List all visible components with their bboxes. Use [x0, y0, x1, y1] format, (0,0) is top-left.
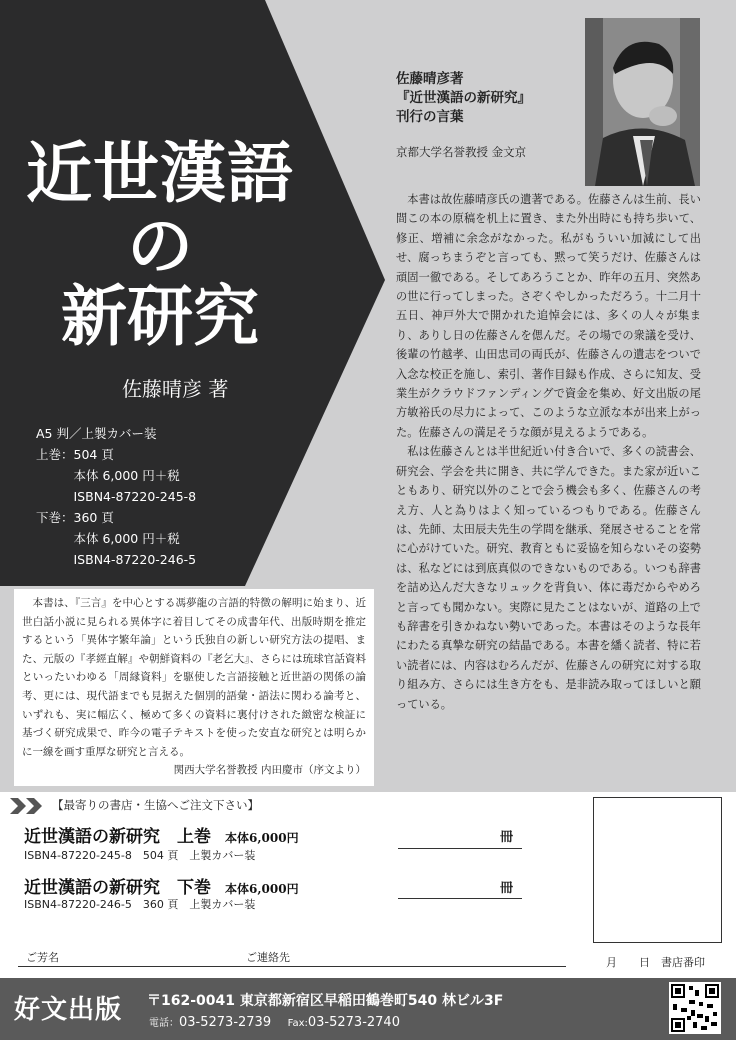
- author-photo: [585, 18, 700, 186]
- tel-label: 電話：: [149, 1018, 179, 1029]
- essay-heading-line2: 『近世漢語の新研究』: [396, 90, 531, 106]
- order-book-details: ISBN4-87220-245-8 504 頁 上製カバー装: [24, 849, 256, 862]
- spec-line: A5 判／上製カバー装: [36, 426, 157, 441]
- order-book-price: 本体6,000円: [225, 882, 299, 896]
- intro-box: [14, 589, 374, 786]
- name-label: ご芳名: [26, 951, 59, 964]
- fax-number: 03-5273-2740: [307, 1015, 400, 1030]
- book-title-line3: 新研究: [61, 277, 259, 355]
- contact-label: ご連絡先: [246, 951, 290, 964]
- essay-heading: [396, 70, 531, 127]
- tel-number: 03-5273-2739: [179, 1015, 272, 1030]
- spec-line: ISBN4-87220-245-8: [36, 489, 197, 504]
- order-book-title: [24, 873, 299, 898]
- essay-heading-line3: 刊行の言葉: [396, 109, 464, 125]
- quantity-field[interactable]: [398, 898, 522, 899]
- intro-signature: 関西大学名誉教授 内田慶市（序文より）: [173, 764, 366, 777]
- spec-line: 下巻：360 頁: [36, 510, 114, 525]
- portrait-illustration: [585, 18, 700, 186]
- publisher-name: 好文出版: [14, 995, 123, 1025]
- author-name: 佐藤晴彦 著: [122, 377, 229, 401]
- book-title-line1: 近世漢語: [26, 134, 294, 212]
- order-book-price: 本体6,000円: [225, 831, 299, 845]
- bookstore-stamp-box[interactable]: [593, 797, 722, 943]
- name-contact-field[interactable]: [18, 966, 566, 967]
- essay-author: 京都大学名誉教授 金文京: [396, 145, 527, 159]
- qr-code-icon: [669, 982, 721, 1034]
- quantity-unit: 冊: [500, 830, 514, 845]
- spec-line: ISBN4-87220-246-5: [36, 552, 197, 567]
- fax-label: Fax:: [287, 1018, 308, 1029]
- stamp-label: 月 日 書店番印: [606, 956, 705, 969]
- book-title-line2: の: [127, 207, 193, 285]
- spec-line: 本体 6,000 円＋税: [36, 468, 180, 483]
- quantity-unit: 冊: [500, 881, 514, 896]
- spec-line: 上巻：504 頁: [36, 447, 114, 462]
- order-book-details: ISBN4-87220-246-5 360 頁 上製カバー装: [24, 898, 256, 911]
- quantity-field[interactable]: [398, 848, 522, 849]
- publisher-contact: [149, 1014, 400, 1030]
- book-specs: [36, 423, 196, 570]
- qr-code[interactable]: [669, 982, 721, 1034]
- double-chevron-icon: [10, 798, 50, 814]
- spec-line: 本体 6,000 円＋税: [36, 531, 180, 546]
- order-heading: 【最寄りの書店・生協へご注文下さい】: [52, 798, 259, 812]
- order-book-name: 近世漢語の新研究 上巻: [24, 827, 211, 847]
- order-book-name: 近世漢語の新研究 下巻: [24, 878, 211, 898]
- intro-text: 本書は、『三言』を中心とする馮夢龍の言語的特徴の解明に始まり、近世白話小説に見られる異体字に着目してその成書年代、出版時期を推定するという「異体字繁年論」という氏独自の新しい研究方法の提唱、また、元版の『孝經直解』や朝鮮資料の『老乞大』、さらには琉球官話資料といったいわゆる「周縁資料」を駆使した言語接触と近世語の関係の論考、更には、現代語までも見据えた個別的語彙・語法に関わる論考と、いずれも、実に幅広く、極めて多くの資料に裏付けされた緻密な検証に基づく研究成果で、昨今の電子テキストを使った安直な研究とは明らかに一線を画す重厚な研究と言える。: [22, 597, 366, 758]
- essay-paragraph: 私は佐藤さんとは半世紀近い付き合いで、多くの読書会、研究会、学会を共に開き、共に学んできた。また家が近いこともあり、研究以外のことで会う機会も多く、佐藤さんの考え方、人と為りはよく知っているつもりである。佐藤さんは、先師、太田辰夫先生の学問を継承、発展させることを常に心がけていた。研究、教育ともに妥協を知らないその姿勢は、私などには到底真似のできないものである。いつも辞書を詰め込んだ大きなリュックを背負い、体に毒だからやめろと言っても聞かない。実際に見たことはないが、道路の上でも辞書を引きかねない勢いであった。本書はそのような長年にわたる真摯な研究の結晶である。本書を繙く読者、特に若い読者には、内容はむろんだが、佐藤さんの研究に対する取り組み方、さらには生き方をも、是非読み取ってほしいと願っている。: [396, 445, 701, 711]
- order-book-title: [24, 822, 299, 847]
- publisher-address: 〒162-0041 東京都新宿区早稲田鶴巻町540 林ビル3F: [147, 993, 504, 1009]
- essay-body: [396, 190, 701, 714]
- essay-heading-line1: 佐藤晴彦著: [396, 71, 464, 87]
- essay-paragraph: 本書は故佐藤晴彦氏の遺著である。佐藤さんは生前、長い間この本の原稿を机上に置き、また外出時にも持ち歩いて、修正、増補に余念がなかった。私がもういい加減にして出せ、腐っちまうぞと言っても、黙って笑うだけ、佐藤さんは頑固一徹である。そしてあろうことか、昨年の五月、突然あの世に行ってしまった。さぞくやしかっただろう。十二月十五日、神戸外大で開かれた追悼会には、多くの人々が集まり、ありし日の佐藤さんを偲んだ。その場での衆議を受け、後輩の竹越孝、山田忠司の両氏が、佐藤さんの遺志をついで入念な校正を施し、索引、著作目録も作成、さらに知友、受業生がクラウドファンディングで資金を集め、好文出版の尾方敏裕氏の尽力によって、このような立派な本が出来上がった。佐藤さんの満足そうな顔が見えるようである。: [396, 193, 701, 439]
